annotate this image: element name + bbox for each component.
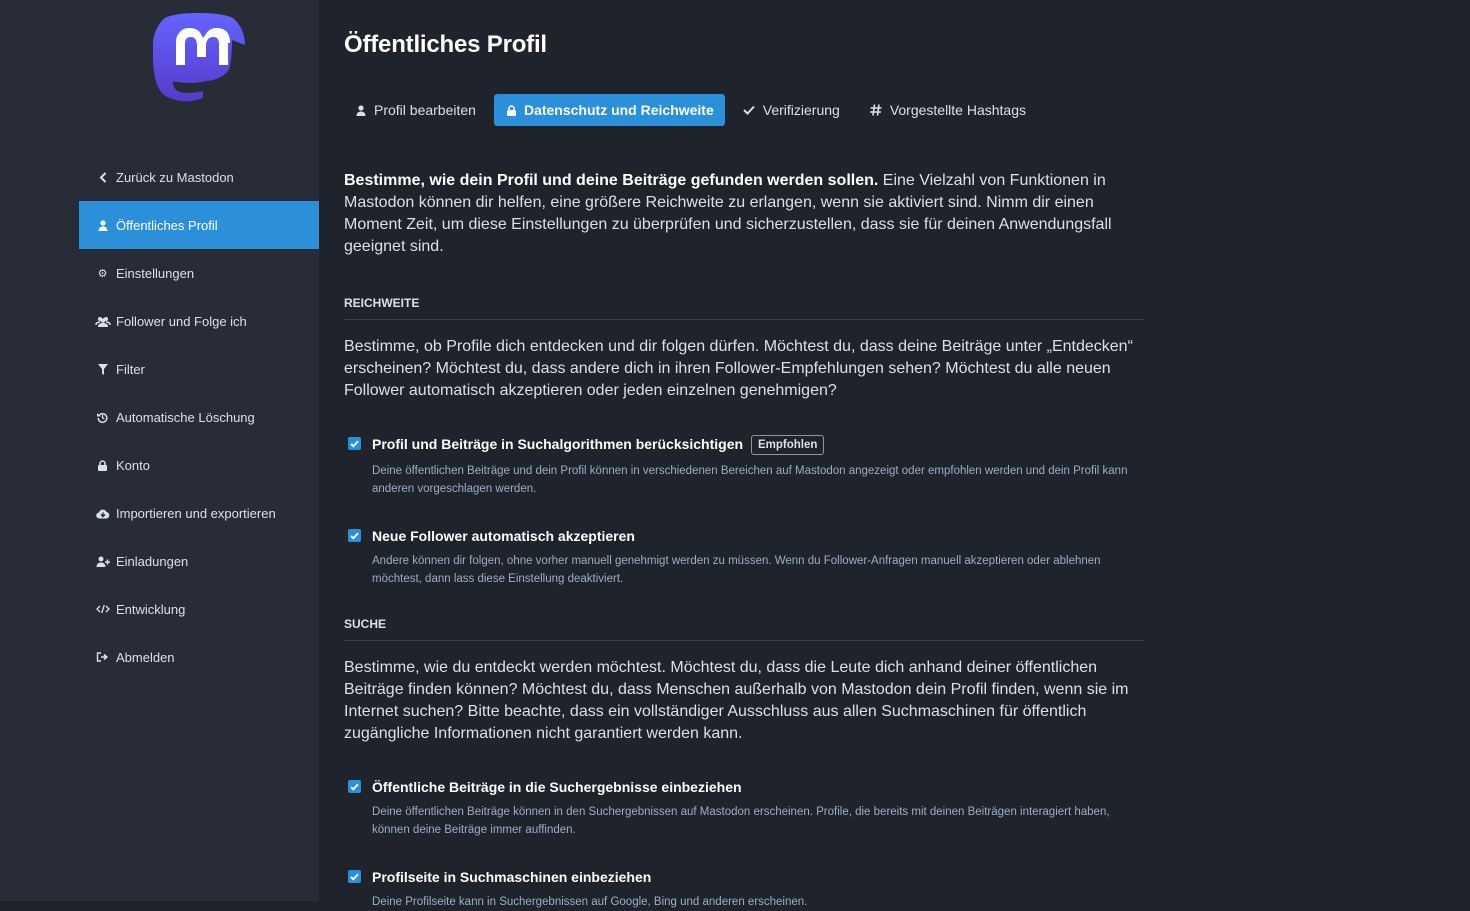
- intro-rest: Eine Vielzahl von Funktionen in Mastodon können dir helfen, eine größere Reichweite zu erlangen, wenn sie aktiviert sind. Nimm dir einen Moment Zeit, um diese Einstellungen zu überprüfen und sicherzustellen, dass sie für deinen Anwendungsfall geeignet sind.: [344, 172, 1112, 255]
- sidebar-item-label: Importieren und exportieren: [116, 505, 276, 521]
- sidebar-item-development[interactable]: [79, 585, 319, 633]
- discoverable-hint: Deine öffentlichen Beiträge und dein Profil können in verschiedenen Bereichen auf Mastodon angezeigt oder empfohlen werden und dein Profil kann anderen vorgeschlagen werden.: [372, 465, 1128, 495]
- sidebar-item-label: Öffentliches Profil: [116, 217, 218, 233]
- indexable-label[interactable]: Öffentliche Beiträge in die Suchergebnisse einbeziehen: [372, 779, 742, 795]
- section-heading-search: SUCHE: [344, 617, 1144, 641]
- checkbox-label[interactable]: [372, 435, 824, 455]
- sidebar-item-follows[interactable]: [79, 297, 319, 345]
- privacy-settings-form: [344, 170, 1144, 911]
- setting-discoverable: [344, 435, 1144, 498]
- sidebar-item-label: Einladungen: [116, 553, 189, 569]
- sidebar-item-label: Konto: [116, 457, 150, 473]
- reach-description: Bestimme, ob Profile dich entdecken und dir folgen dürfen. Möchtest du, dass deine Beiträge unter „Entdecken“ erscheinen? Möchtest du, dass andere dich in ihren Follower-Empfehlungen sehen? Möchtest du alle neuen Follower automatisch akzeptieren oder jeden einzelnen genehmigen?: [344, 338, 1133, 399]
- settings-nav: [79, 153, 319, 681]
- sidebar: [0, 0, 319, 901]
- sidebar-item-label: Entwicklung: [116, 601, 186, 617]
- checkbox-search-engines[interactable]: [348, 870, 361, 883]
- content-area: [319, 0, 1470, 908]
- users-icon: [96, 315, 109, 328]
- recommended-badge: Empfohlen: [751, 435, 824, 455]
- sidebar-item-auto-delete[interactable]: [79, 393, 319, 441]
- sidebar-item-invites[interactable]: [79, 537, 319, 585]
- sidebar-item-label: Follower und Folge ich: [116, 313, 247, 329]
- tab-label: Verifizierung: [762, 102, 840, 118]
- code-icon: [96, 603, 109, 616]
- discoverable-label: Profil und Beiträge in Suchalgorithmen berücksichtigen: [372, 436, 744, 452]
- search-engines-hint: Deine Profilseite kann in Suchergebnissen auf Google, Bing und anderen erscheinen.: [372, 896, 808, 908]
- sidebar-item-label: Einstellungen: [116, 265, 195, 281]
- auto-accept-hint: Andere können dir folgen, ohne vorher manuell genehmigt werden zu müssen. Wenn du Follower-Anfragen manuell akzeptieren oder ablehnen möchtest, dann lass diese Einstellung deaktiviert.: [372, 555, 1101, 585]
- intro-bold: Bestimme, wie dein Profil und deine Beiträge gefunden werden sollen.: [344, 172, 879, 189]
- user-icon: [96, 219, 109, 232]
- sidebar-item-account[interactable]: [79, 441, 319, 489]
- user-icon: [356, 105, 366, 116]
- page-title: Öffentliches Profil: [344, 31, 547, 58]
- mastodon-logo-icon[interactable]: [152, 13, 247, 113]
- sidebar-item-logout[interactable]: [79, 633, 319, 681]
- search-description: Bestimme, wie du entdeckt werden möchtest. Möchtest du, dass die Leute dich anhand deiner öffentlichen Beiträge finden können? Möchtest du, dass Menschen außerhalb von Mastodon dein Profil finden, wenn sie im Internet suchen? Bitte beachte, dass ein vollständiger Ausschluss aus allen Suchmaschinen für öffentlich zugängliche Informationen nicht garantiert werden kann.: [344, 659, 1129, 742]
- sidebar-item-settings[interactable]: [79, 249, 319, 297]
- tab-privacy-reach[interactable]: [494, 94, 725, 126]
- lock-icon: [96, 459, 109, 472]
- user-plus-icon: [96, 555, 109, 568]
- sign-out-icon: [96, 651, 109, 664]
- tab-verification[interactable]: [731, 94, 852, 126]
- hashtag-icon: [870, 104, 882, 116]
- tab-label: Datenschutz und Reichweite: [523, 102, 714, 118]
- lock-icon: [507, 105, 516, 116]
- tab-featured-hashtags[interactable]: [858, 94, 1038, 126]
- setting-search-engines: [344, 868, 1144, 911]
- history-icon: [96, 411, 109, 424]
- section-heading-reach: REICHWEITE: [344, 296, 1144, 320]
- sidebar-item-label: Zurück zu Mastodon: [116, 169, 234, 185]
- filter-icon: [96, 363, 109, 376]
- tab-label: Vorgestellte Hashtags: [889, 102, 1027, 118]
- setting-indexable: [344, 778, 1144, 839]
- intro-text: [344, 170, 1144, 258]
- sidebar-item-public-profile[interactable]: [79, 201, 319, 249]
- search-engines-label[interactable]: Profilseite in Suchmaschinen einbeziehen: [372, 869, 652, 885]
- sidebar-item-back-to-mastodon[interactable]: [79, 153, 319, 201]
- check-icon: [743, 105, 755, 115]
- tab-edit-profile[interactable]: [344, 94, 488, 126]
- cloud-download-icon: [96, 507, 109, 520]
- sidebar-item-label: Automatische Löschung: [116, 409, 255, 425]
- checkbox-discoverable[interactable]: [348, 437, 361, 450]
- sidebar-item-filters[interactable]: [79, 345, 319, 393]
- gear-icon: ⚙: [97, 267, 108, 280]
- checkbox-auto-accept[interactable]: [348, 529, 361, 542]
- sidebar-item-label: Filter: [116, 361, 145, 377]
- indexable-hint: Deine öffentlichen Beiträge können in den Suchergebnissen auf Mastodon erscheinen. Profile, die bereits mit deinen Beiträgen interagiert haben, können deine Beiträge immer auffinden.: [372, 806, 1110, 836]
- sidebar-item-label: Abmelden: [116, 649, 175, 665]
- tab-label: Profil bearbeiten: [374, 102, 476, 118]
- checkbox-indexable[interactable]: [348, 780, 361, 793]
- tab-bar: [344, 94, 1044, 126]
- sidebar-item-import-export[interactable]: [79, 489, 319, 537]
- auto-accept-label[interactable]: Neue Follower automatisch akzeptieren: [372, 528, 635, 544]
- chevron-left-icon: [96, 171, 109, 184]
- setting-auto-accept: [344, 527, 1144, 588]
